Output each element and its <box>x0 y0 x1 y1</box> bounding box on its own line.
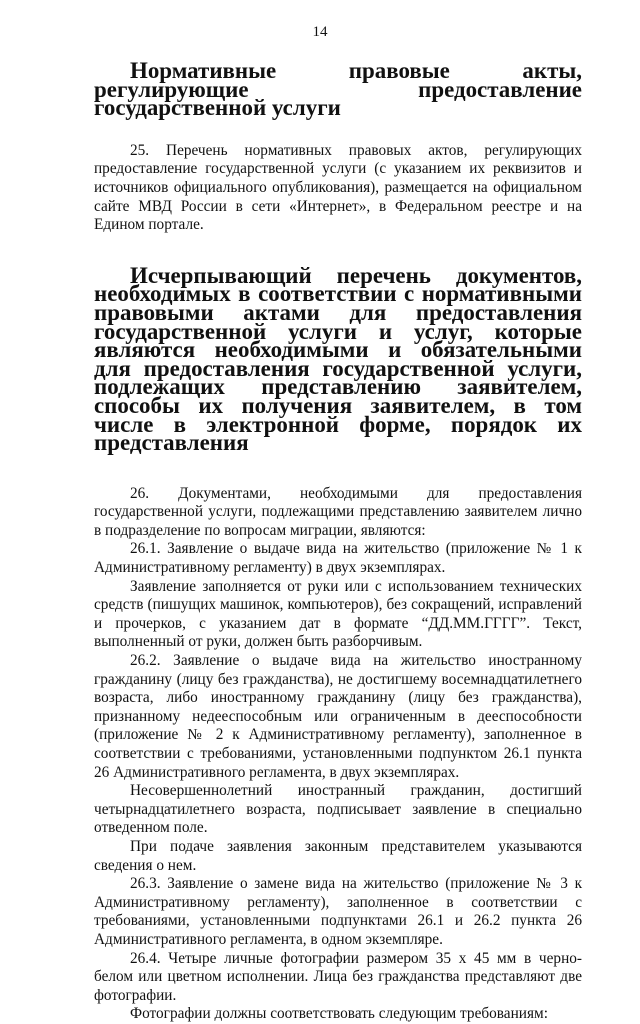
section-heading-normative-acts: Нормативные правовые акты, регулирующие предоставление государственной услуги <box>94 58 582 121</box>
paragraph-26-2-minor-signature: Несовершеннолетний иностранный гражданин, достигший четырнадцатилетнего возраста, подписывает заявление в специально отведенном поле. <box>94 782 582 837</box>
paragraph-photo-requirements: Фотографии должны соответствовать следующим требованиям: <box>130 1005 548 1023</box>
paragraph-26-1: 26.1. Заявление о выдаче вида на жительство (приложение № 1 к Административному регламенту) в двух экземплярах. <box>94 540 582 577</box>
paragraph-26-2-representative: При подаче заявления законным представителем указываются сведения о нем. <box>94 837 582 874</box>
page-number: 14 <box>312 24 328 40</box>
document-body <box>94 58 582 1024</box>
paragraph-26-1-fill-rules: Заявление заполняется от руки или с использованием технических средств (пишущих машинок, компьютеров), без сокращений, исправлений и прочерков, с указанием дат в формате “ДД.ММ.ГГГГ”. Текст, выполненный от руки, должен быть разборчивым. <box>94 577 582 651</box>
paragraph-26-3: 26.3. Заявление о замене вида на жительство (приложение № 3 к Административному регламенту), заполненное в соответствии с требованиями, установленными подпунктами 26.1 и 26.2 пункта 26 Административного регламента, в одном экземпляре. <box>94 875 582 948</box>
paragraph-26: 26. Документами, необходимыми для предоставления государственной услуги, подлежащими представлению заявителем лично в подразделение по вопросам миграции, являются: <box>94 484 582 539</box>
paragraph-25: 25. Перечень нормативных правовых актов, регулирующих предоставление государственной услуги (с указанием их реквизитов и источников официального опубликования), размещается на официальном сайте МВД России в сети «Интернет», в Федеральном реестре и на Едином портале. <box>94 141 582 234</box>
paragraph-26-2: 26.2. Заявление о выдаче вида на жительство иностранному гражданину (лицу без гражданства), не достигшему восемнадцатилетнего возраста, либо иностранному гражданину (лицу без гражданства), признанному недееспособным или ограниченным в дееспособности (приложение № 2 к Административному регламенту), заполненное в соответствии с требованиями, установленными подпунктом 26.1 пункта 26 Административного регламента, в двух экземплярах. <box>94 652 582 781</box>
section-heading-documents-list: Исчерпывающий перечень документов, необходимых в соответствии с нормативными правовыми актами для предоставления государственной услуги и услуг, которые являются необходимыми и обязательными для предоставления государственной услуги, подлежащих представлению заявителем, способы их получения заявителем, в том числе в электронной форме, порядок их представления <box>94 262 582 456</box>
paragraph-26-4: 26.4. Четыре личные фотографии размером 35 х 45 мм в черно-белом или цветном исполнении. Лица без гражданства представляют две фотографии. <box>94 949 582 1004</box>
